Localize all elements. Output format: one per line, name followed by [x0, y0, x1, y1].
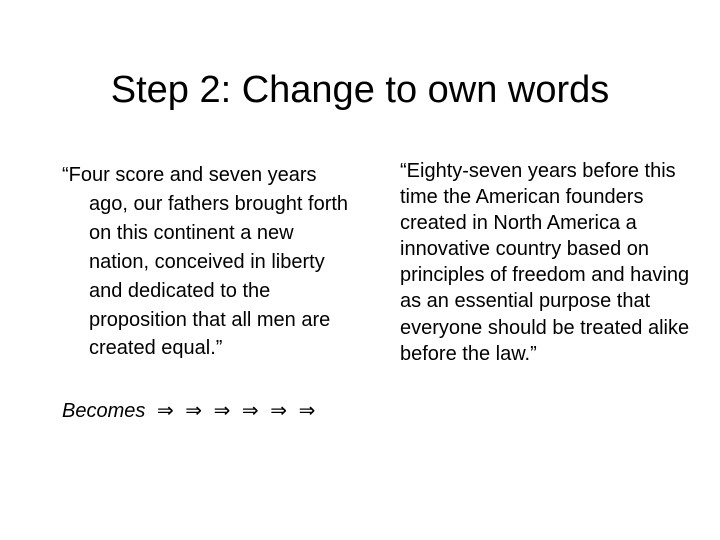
right-arrow-icon: ⇒ [213, 398, 231, 423]
paraphrase-text-column [400, 158, 700, 367]
original-quote: “Four score and seven years ago, our fathers brought forth on this continent a new nation, conceived in liberty and dedicated to the proposition that all men are created equal.” [62, 164, 349, 360]
right-arrow-icon: ⇒ [298, 398, 316, 423]
becomes-line [62, 396, 352, 425]
right-arrow-icon: ⇒ [185, 398, 203, 423]
right-arrow-icon: ⇒ [156, 398, 174, 423]
right-arrow-icon: ⇒ [241, 398, 259, 423]
slide-title: Step 2: Change to own words [110, 69, 610, 111]
right-arrow-icon: ⇒ [270, 398, 288, 423]
original-text-column [62, 161, 352, 425]
becomes-label: Becomes [62, 400, 146, 423]
paraphrased-quote: “Eighty-seven years before this time the American founders created in North America a innovative country based on principles of freedom and having as an essential purpose that everyone should be treated alike before the law.” [400, 160, 690, 365]
